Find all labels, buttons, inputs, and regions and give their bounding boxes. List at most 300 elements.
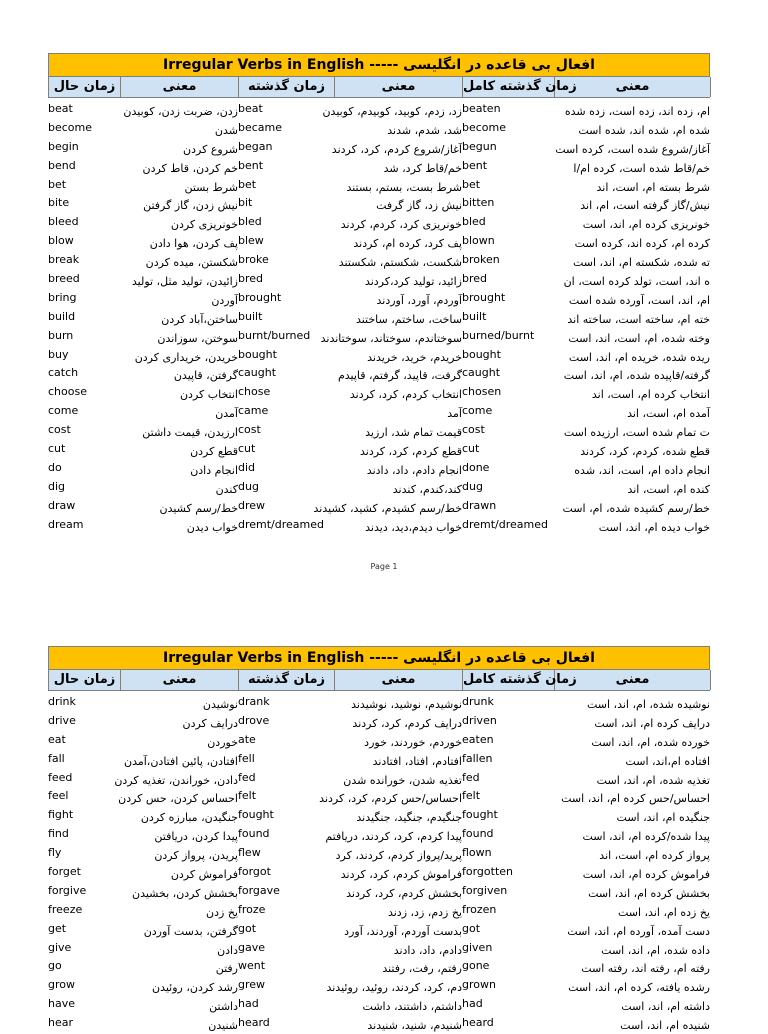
cell-present-meaning: پف کردن، هوا دادن xyxy=(149,237,238,251)
cell-past-participle-meaning: کرده ام، کرده اند، کرده است xyxy=(574,237,710,251)
cell-present-meaning: پیدا کردن، دریافتن xyxy=(154,830,238,844)
cell-past-participle-meaning: ه اند، است، تولد کرده است، ان xyxy=(563,275,710,289)
table-row xyxy=(48,516,710,535)
cell-present: fly xyxy=(48,846,62,860)
cell-present: grow xyxy=(48,978,75,992)
cell-present-meaning: خوردن xyxy=(207,735,238,749)
table-row xyxy=(48,364,710,383)
cell-present-meaning: ساختن،آباد کردن xyxy=(161,312,238,326)
cell-past-participle-meaning: وخته شده، ام، است، اند، است xyxy=(568,331,710,345)
cell-present-meaning: داشتن xyxy=(209,1000,238,1014)
cell-past-participle: fought xyxy=(462,808,498,822)
cell-past-participle-meaning: قطع شده، کردم، کرد، کردند xyxy=(580,445,710,459)
cell-present-meaning: گرفتن، بدست آوردن xyxy=(143,924,238,938)
cell-past: fell xyxy=(238,751,255,765)
table-row xyxy=(48,750,710,769)
cell-past-participle: grown xyxy=(462,978,496,992)
cell-past-participle-meaning: ام، زده اند، زده است، زده شده xyxy=(564,105,710,118)
cell-past: found xyxy=(238,827,270,841)
table-row xyxy=(48,251,710,270)
cell-past-meaning: پرید/پرواز کردم، کردند، کرد xyxy=(335,849,462,863)
cell-past: came xyxy=(238,404,269,418)
cell-past-participle-meaning: جنگیده ام، اند، است xyxy=(616,811,710,825)
table-row xyxy=(48,346,710,365)
cell-present-meaning: رفتن xyxy=(215,962,238,976)
cell-past: bet xyxy=(238,177,257,191)
table-row xyxy=(48,459,710,478)
cell-past-meaning: قطع کردم، کرد، کردند xyxy=(360,445,462,459)
cell-present: breed xyxy=(48,272,80,286)
cell-present-meaning: آمدن xyxy=(215,407,238,421)
table-row xyxy=(48,787,710,806)
table-row xyxy=(48,327,710,346)
cell-past-participle: chosen xyxy=(462,385,502,399)
table-row xyxy=(48,308,710,327)
cell-present-meaning: شروع کردن xyxy=(183,142,238,156)
cell-past-meaning: درایف کردم، کرد، کردند xyxy=(352,716,462,730)
cell-past-meaning: آوردم، آورد، آوردند xyxy=(376,293,462,307)
cell-present: drink xyxy=(48,695,76,708)
cell-past-participle-meaning: پرواز کرده ام، است، اند xyxy=(599,849,710,863)
cell-past-participle-meaning: رشده یافته، کرده ام، اند، است xyxy=(568,981,710,995)
cell-present-meaning: بخشش کردن، بخشیدن xyxy=(132,886,238,900)
cell-past-participle: forgotten xyxy=(462,865,514,879)
table-row xyxy=(48,731,710,750)
cell-past-meaning: خواب دیدم،دید، دیدند xyxy=(365,520,462,534)
cell-present: freeze xyxy=(48,902,83,916)
cell-past-participle-meaning: کنده ام، است، اند xyxy=(627,482,710,496)
cell-past-participle-meaning: خته ام، ساخته است، ساخته اند xyxy=(567,312,710,326)
cell-present: cost xyxy=(48,423,71,437)
cell-present: feed xyxy=(48,770,73,784)
cell-past-meaning: داشتم، داشتند، داشت xyxy=(362,1000,462,1014)
cell-past: had xyxy=(238,997,259,1011)
cell-past-meaning: گرفت، قاپید، گرفتم، قاپیدم xyxy=(337,369,462,383)
cell-past-participle: bent xyxy=(462,158,488,172)
cell-present-meaning: خم کردن، قاط کردن xyxy=(142,161,238,175)
cell-past-participle: dug xyxy=(462,479,483,493)
cell-past-meaning: افتادم، افتاد، افتادند xyxy=(372,754,462,768)
cell-present: do xyxy=(48,460,62,474)
cell-past-participle-meaning: پیدا شده/کرده ام، اند، است xyxy=(582,830,710,844)
cell-past-participle: fed xyxy=(462,770,480,784)
cell-past-meaning: آمد xyxy=(447,407,462,421)
cell-past: ate xyxy=(238,732,256,746)
cell-past-participle: frozen xyxy=(462,902,497,916)
cell-present: forget xyxy=(48,865,81,879)
table-title: Irregular Verbs in English ----- افعال بی قاعده در انگلیسی xyxy=(48,646,710,670)
cell-present: cut xyxy=(48,442,66,456)
cell-past-participle: bred xyxy=(462,272,488,286)
cell-past: blew xyxy=(238,234,264,248)
cell-present-meaning: خونریزی کردن xyxy=(170,218,238,232)
header-present: زمان حال xyxy=(49,670,121,690)
cell-past-participle-meaning: نیش/گاز گرفته است، ام، اند xyxy=(580,199,710,213)
cell-past-participle: gone xyxy=(462,959,490,973)
table-row xyxy=(48,712,710,731)
cell-past-meaning: جنگیدم، جنگید، جنگیدند xyxy=(356,811,462,825)
cell-past-participle: cut xyxy=(462,442,480,456)
cell-past-participle: begun xyxy=(462,139,497,153)
cell-past: bled xyxy=(238,215,262,229)
cell-past-meaning: خونریزی کرد، کردم، کردند xyxy=(340,218,462,232)
cell-past-meaning: نیش زد، گاز گرفت xyxy=(376,199,462,213)
cell-past: bit xyxy=(238,196,253,210)
cell-present: hear xyxy=(48,1016,74,1030)
cell-past-participle-meaning: خونریزی کرده ام، اند، است xyxy=(582,218,710,232)
cell-past-meaning: شکست، شکستم، شکستند xyxy=(338,256,462,270)
table-title: Irregular Verbs in English ----- افعال بی قاعده در انگلیسی xyxy=(48,53,710,77)
table-row xyxy=(48,976,710,995)
cell-present: have xyxy=(48,997,75,1011)
cell-past: went xyxy=(238,959,266,973)
cell-past-meaning: تغذیه شدن، خورانده شدن xyxy=(343,773,462,787)
cell-past-meaning: دم، کرد، کردند، روئید، روئیدند xyxy=(326,981,462,995)
cell-present: become xyxy=(48,120,93,134)
table-row xyxy=(48,995,710,1014)
cell-past-meaning: پیدا کردم، کرد، کردند، دریافتم xyxy=(325,830,462,844)
cell-present: build xyxy=(48,309,76,323)
cell-past-participle-meaning: گرفته/قاپیده شده، ام، اند، است xyxy=(563,369,710,383)
cell-present-meaning: دادن xyxy=(217,943,238,957)
table-row xyxy=(48,478,710,497)
cell-present: feel xyxy=(48,789,69,803)
cell-past-participle: felt xyxy=(462,789,481,803)
cell-present-meaning: فراموش کردن xyxy=(170,868,238,882)
cell-past-participle-meaning: احساس/حس کرده ام، اند، است xyxy=(561,792,710,806)
header-row xyxy=(48,77,710,98)
cell-present-meaning: احساس کردن، حس کردن xyxy=(118,792,238,806)
cell-present: dig xyxy=(48,479,66,493)
cell-past-participle-meaning: ت تمام شده است، ارزیده است xyxy=(563,426,710,440)
cell-past-participle-meaning: نوشیده شده، ام، اند، است xyxy=(586,698,710,711)
header-meaning: معنی xyxy=(555,77,711,97)
cell-present: fall xyxy=(48,751,65,765)
cell-present: blow xyxy=(48,234,74,248)
cell-past-participle-meaning: ام، اند، است، آورده شده است xyxy=(568,293,710,307)
cell-past-meaning: انتخاب کردم، کرد، کردند xyxy=(349,388,462,402)
cell-past-participle: dremt/dreamed xyxy=(462,517,549,531)
cell-present: give xyxy=(48,940,72,954)
cell-past-meaning: بدست آوردم، آوردند، آورد xyxy=(344,924,462,938)
cell-past-participle: built xyxy=(462,309,487,323)
cell-past-participle-meaning: ریده شده، خریده ام، اند، است xyxy=(568,350,710,364)
cell-past-meaning: شرط بست، بستم، بستند xyxy=(346,180,462,194)
cell-past: fed xyxy=(238,770,256,784)
cell-past-participle: bet xyxy=(462,177,481,191)
cell-present: dream xyxy=(48,517,84,531)
cell-present-meaning: دادن، خوراندن، تغذیه کردن xyxy=(114,773,238,787)
cell-past-participle: caught xyxy=(462,366,501,380)
cell-past-participle-meaning: خورده شده، ام، اند، است xyxy=(591,735,710,749)
cell-present: beat xyxy=(48,102,73,115)
cell-present-meaning: قطع کردن xyxy=(190,445,238,459)
cell-past-meaning: رفتم، رفت، رفتند xyxy=(382,962,462,976)
cell-past-meaning: نوشیدم، نوشید، نوشیدند xyxy=(351,698,462,711)
header-meaning: معنی xyxy=(555,670,711,690)
cell-present: come xyxy=(48,404,79,418)
table-row xyxy=(48,157,710,176)
cell-past-meaning: فراموش کردم، کرد، کردند xyxy=(340,868,462,882)
table-row xyxy=(48,119,710,138)
table-row xyxy=(48,270,710,289)
cell-past-participle: got xyxy=(462,921,481,935)
cell-past: drew xyxy=(238,498,266,512)
table-row xyxy=(48,289,710,308)
cell-past-meaning: کند،کندم، کندند xyxy=(392,482,462,496)
cell-past-participle-meaning: شرط بسته ام، است، اند xyxy=(596,180,710,194)
table-row xyxy=(48,882,710,901)
table-row xyxy=(48,100,710,119)
cell-present-meaning: خریدن، خریداری کردن xyxy=(134,350,238,364)
table-row xyxy=(48,939,710,958)
cell-past: flew xyxy=(238,846,261,860)
cell-present-meaning: جنگیدن، مبارزه کردن xyxy=(140,811,238,825)
cell-present: begin xyxy=(48,139,79,153)
cell-past-meaning: سوختاندم، سوختاند، سوختاندند xyxy=(320,331,462,345)
cell-past-participle-meaning: یخ زده ام، اند، است xyxy=(617,905,710,919)
table-row xyxy=(48,844,710,863)
cell-past-meaning: خط/رسم کشیدم، کشید، کشیدند xyxy=(313,501,462,515)
cell-present-meaning: زدن، ضربت زدن، کوبیدن xyxy=(123,105,238,118)
cell-present: bend xyxy=(48,158,76,172)
cell-present-meaning: درایف کردن xyxy=(182,716,238,730)
cell-past-participle-meaning: داده شده، ام، اند، است xyxy=(601,943,710,957)
cell-past: forgave xyxy=(238,883,280,897)
cell-past-participle-meaning: درایف کرده ام، اند، است xyxy=(594,716,710,730)
cell-present-meaning: انجام دادن xyxy=(190,463,238,477)
cell-present-meaning: پریدن، پرواز کردن xyxy=(154,849,238,863)
table-row xyxy=(48,232,710,251)
cell-present-meaning: سوختن، سوزاندن xyxy=(157,331,238,345)
cell-past: gave xyxy=(238,940,266,954)
cell-past: felt xyxy=(238,789,257,803)
header-present: زمان حال xyxy=(49,77,121,97)
cell-past-meaning: زائید، تولید کرد،کردند xyxy=(364,275,462,289)
cell-present: bite xyxy=(48,196,70,210)
cell-past-participle: heard xyxy=(462,1016,494,1030)
cell-past-participle-meaning: افتاده ام،اند، است xyxy=(625,754,710,768)
cell-present-meaning: شرط بستن xyxy=(184,180,238,194)
header-meaning: معنی xyxy=(335,77,463,97)
cell-past: caught xyxy=(238,366,277,380)
cell-present: bet xyxy=(48,177,67,191)
cell-past-participle-meaning: ته شده، شکسته ام، اند، است xyxy=(572,256,710,270)
cell-present-meaning: شکستن، میده کردن xyxy=(145,256,238,270)
cell-past-meaning: بخشش کردم، کرد، کردند xyxy=(346,886,462,900)
table-row xyxy=(48,901,710,920)
table-row xyxy=(48,497,710,516)
cell-past-participle-meaning: رفته ام، رفته اند، رفته است xyxy=(581,962,710,976)
cell-present: drive xyxy=(48,713,76,727)
cell-past-meaning: زد، زدم، کوبید، کوبیدم، کوبیدن xyxy=(322,105,462,118)
cell-past-participle-meaning: خم/قاط شده است، کرده ام/ا xyxy=(573,161,710,175)
table-row xyxy=(48,383,710,402)
cell-past-participle: found xyxy=(462,827,494,841)
cell-past-meaning: خم/قاط کرد، شد xyxy=(383,161,462,175)
cell-present: find xyxy=(48,827,69,841)
cell-past: brought xyxy=(238,290,282,304)
cell-past-meaning: انجام دادم، داد، دادند xyxy=(366,463,462,477)
cell-past-meaning: یخ زدم، زد، زدند xyxy=(387,905,462,919)
cell-present: choose xyxy=(48,385,87,399)
cell-present-meaning: انتخاب کردن xyxy=(179,388,238,402)
cell-past-participle-meaning: فراموش کرده ام، اند، است xyxy=(582,868,710,882)
cell-past-participle: blown xyxy=(462,234,495,248)
table-row xyxy=(48,176,710,195)
cell-past: forgot xyxy=(238,865,271,879)
cell-past-participle: done xyxy=(462,460,490,474)
cell-past-participle-meaning: شنیده ام، اند، است xyxy=(620,1019,710,1033)
cell-present: go xyxy=(48,959,62,973)
cell-past-participle-meaning: دست آمده، آورده ام، اند، است xyxy=(567,924,710,938)
cell-past-participle: forgiven xyxy=(462,883,508,897)
cell-past-participle-meaning: تغذیه شده، ام، اند، است xyxy=(596,773,710,787)
cell-past: got xyxy=(238,921,257,935)
header-meaning: معنی xyxy=(121,77,239,97)
cell-present-meaning: کندن xyxy=(215,482,238,496)
header-past-participle: زمان گذشته کامل xyxy=(463,77,555,97)
cell-past-meaning: ساخت، ساختم، ساختند xyxy=(355,312,462,326)
cell-past-participle: drawn xyxy=(462,498,497,512)
cell-past-participle: become xyxy=(462,120,507,134)
verb-table-page-1 xyxy=(48,53,710,534)
cell-present-meaning: آوردن xyxy=(211,293,238,307)
cell-past: bought xyxy=(238,347,277,361)
cell-past-participle-meaning: خواب دیده ام، اند، است xyxy=(598,520,710,534)
cell-past-participle-meaning: آغاز/شروع شده است، کرده است xyxy=(555,142,710,156)
table-row xyxy=(48,402,710,421)
cell-present: bring xyxy=(48,290,77,304)
cell-past-participle: broken xyxy=(462,253,500,267)
cell-past: dug xyxy=(238,479,259,493)
cell-present-meaning: گرفتن، قاپیدن xyxy=(173,369,238,383)
table-row xyxy=(48,194,710,213)
cell-present-meaning: نیش زدن، گاز گرفتن xyxy=(143,199,238,213)
cell-past: chose xyxy=(238,385,271,399)
table-row xyxy=(48,213,710,232)
cell-past-participle: cost xyxy=(462,423,485,437)
cell-past: did xyxy=(238,460,256,474)
cell-past-participle-meaning: خط/رسم کشیده شده، ام، است xyxy=(562,501,710,515)
cell-present: break xyxy=(48,253,80,267)
cell-present-meaning: رشد کردن، روئیدن xyxy=(152,981,238,995)
page-number: Page 1 xyxy=(370,562,398,571)
cell-present: burn xyxy=(48,328,74,342)
cell-present: catch xyxy=(48,366,79,380)
cell-past: built xyxy=(238,309,263,323)
cell-present-meaning: زائیدن، تولید مثل، تولید xyxy=(131,275,238,289)
cell-present: fight xyxy=(48,808,74,822)
cell-present-meaning: ارزیدن، قیمت داشتن xyxy=(142,426,238,440)
cell-past-meaning: احساس/حس کردم، کرد، کردند xyxy=(319,792,462,806)
cell-past-meaning: قیمت تمام شد، ارزید xyxy=(365,426,462,440)
cell-past-participle: flown xyxy=(462,846,492,860)
cell-present: get xyxy=(48,921,67,935)
table-row xyxy=(48,138,710,157)
header-row xyxy=(48,670,710,691)
cell-past-participle: given xyxy=(462,940,493,954)
cell-past-meaning: خریدم، خرید، خریدند xyxy=(367,350,462,364)
cell-past-participle: burned/burnt xyxy=(462,328,535,342)
cell-present-meaning: شنیدن xyxy=(208,1019,238,1033)
cell-past: cost xyxy=(238,423,261,437)
cell-past: grew xyxy=(238,978,266,992)
cell-present-meaning: افتادن، پائین افتادن،آمدن xyxy=(124,754,238,768)
cell-present: buy xyxy=(48,347,69,361)
cell-past: heard xyxy=(238,1016,270,1030)
cell-present: forgive xyxy=(48,883,87,897)
cell-past: began xyxy=(238,139,273,153)
cell-past: drank xyxy=(238,695,270,708)
cell-past-participle: fallen xyxy=(462,751,493,765)
cell-past: drove xyxy=(238,713,270,727)
table-row xyxy=(48,920,710,939)
cell-past-participle: come xyxy=(462,404,493,418)
cell-present-meaning: شدن xyxy=(214,123,238,137)
cell-present-meaning: خط/رسم کشیدن xyxy=(159,501,238,515)
cell-present: bleed xyxy=(48,215,79,229)
cell-past-meaning: شد، شدم، شدند xyxy=(387,123,462,137)
cell-past: fought xyxy=(238,808,274,822)
cell-present-meaning: خواب دیدن xyxy=(186,520,238,534)
table-row xyxy=(48,440,710,459)
cell-past-participle-meaning: داشته ام، اند، است xyxy=(621,1000,710,1014)
header-past-participle: زمان گذشته کامل xyxy=(463,670,555,690)
table-row xyxy=(48,769,710,788)
cell-past-participle-meaning: شده ام، شده اند، شده است xyxy=(578,123,710,137)
cell-past-participle: bought xyxy=(462,347,501,361)
cell-past: burnt/burned xyxy=(238,328,311,342)
cell-past-participle: beaten xyxy=(462,102,501,115)
cell-past: dremt/dreamed xyxy=(238,517,325,531)
cell-present-meaning: یخ زدن xyxy=(206,905,238,919)
cell-present-meaning: نوشیدن xyxy=(202,698,238,711)
table-row xyxy=(48,825,710,844)
cell-past: cut xyxy=(238,442,256,456)
cell-past-participle: had xyxy=(462,997,483,1011)
cell-past-participle: eaten xyxy=(462,732,494,746)
cell-present: draw xyxy=(48,498,76,512)
cell-past: bent xyxy=(238,158,264,172)
cell-past-participle: drunk xyxy=(462,695,494,708)
cell-past-participle: brought xyxy=(462,290,506,304)
cell-past-meaning: خوردم، خوردند، خورد xyxy=(364,735,462,749)
cell-past-participle-meaning: بخشش کرده ام، اند، است xyxy=(588,886,710,900)
table-row xyxy=(48,1014,710,1033)
cell-past-participle: driven xyxy=(462,713,497,727)
table-body xyxy=(48,98,710,534)
table-row xyxy=(48,806,710,825)
cell-past: beat xyxy=(238,102,263,115)
cell-past-meaning: دادم، داد، دادند xyxy=(393,943,462,957)
verb-table-page-2 xyxy=(48,646,710,1033)
cell-past-participle-meaning: انتخاب کرده ام، است، اند xyxy=(591,388,710,402)
cell-past: broke xyxy=(238,253,269,267)
cell-past-meaning: آغاز/شروع کردم، کرد، کردند xyxy=(331,142,462,156)
table-row xyxy=(48,863,710,882)
cell-present: eat xyxy=(48,732,66,746)
header-past: زمان گذشته xyxy=(239,77,335,97)
table-body xyxy=(48,691,710,1033)
cell-past: froze xyxy=(238,902,266,916)
cell-past-participle-meaning: انجام داده ام، است، اند، شده xyxy=(574,463,710,477)
cell-past-participle: bitten xyxy=(462,196,495,210)
cell-past-participle-meaning: آمده ام، است، اند xyxy=(627,407,710,421)
cell-past-participle: bled xyxy=(462,215,486,229)
table-row xyxy=(48,421,710,440)
table-row xyxy=(48,957,710,976)
